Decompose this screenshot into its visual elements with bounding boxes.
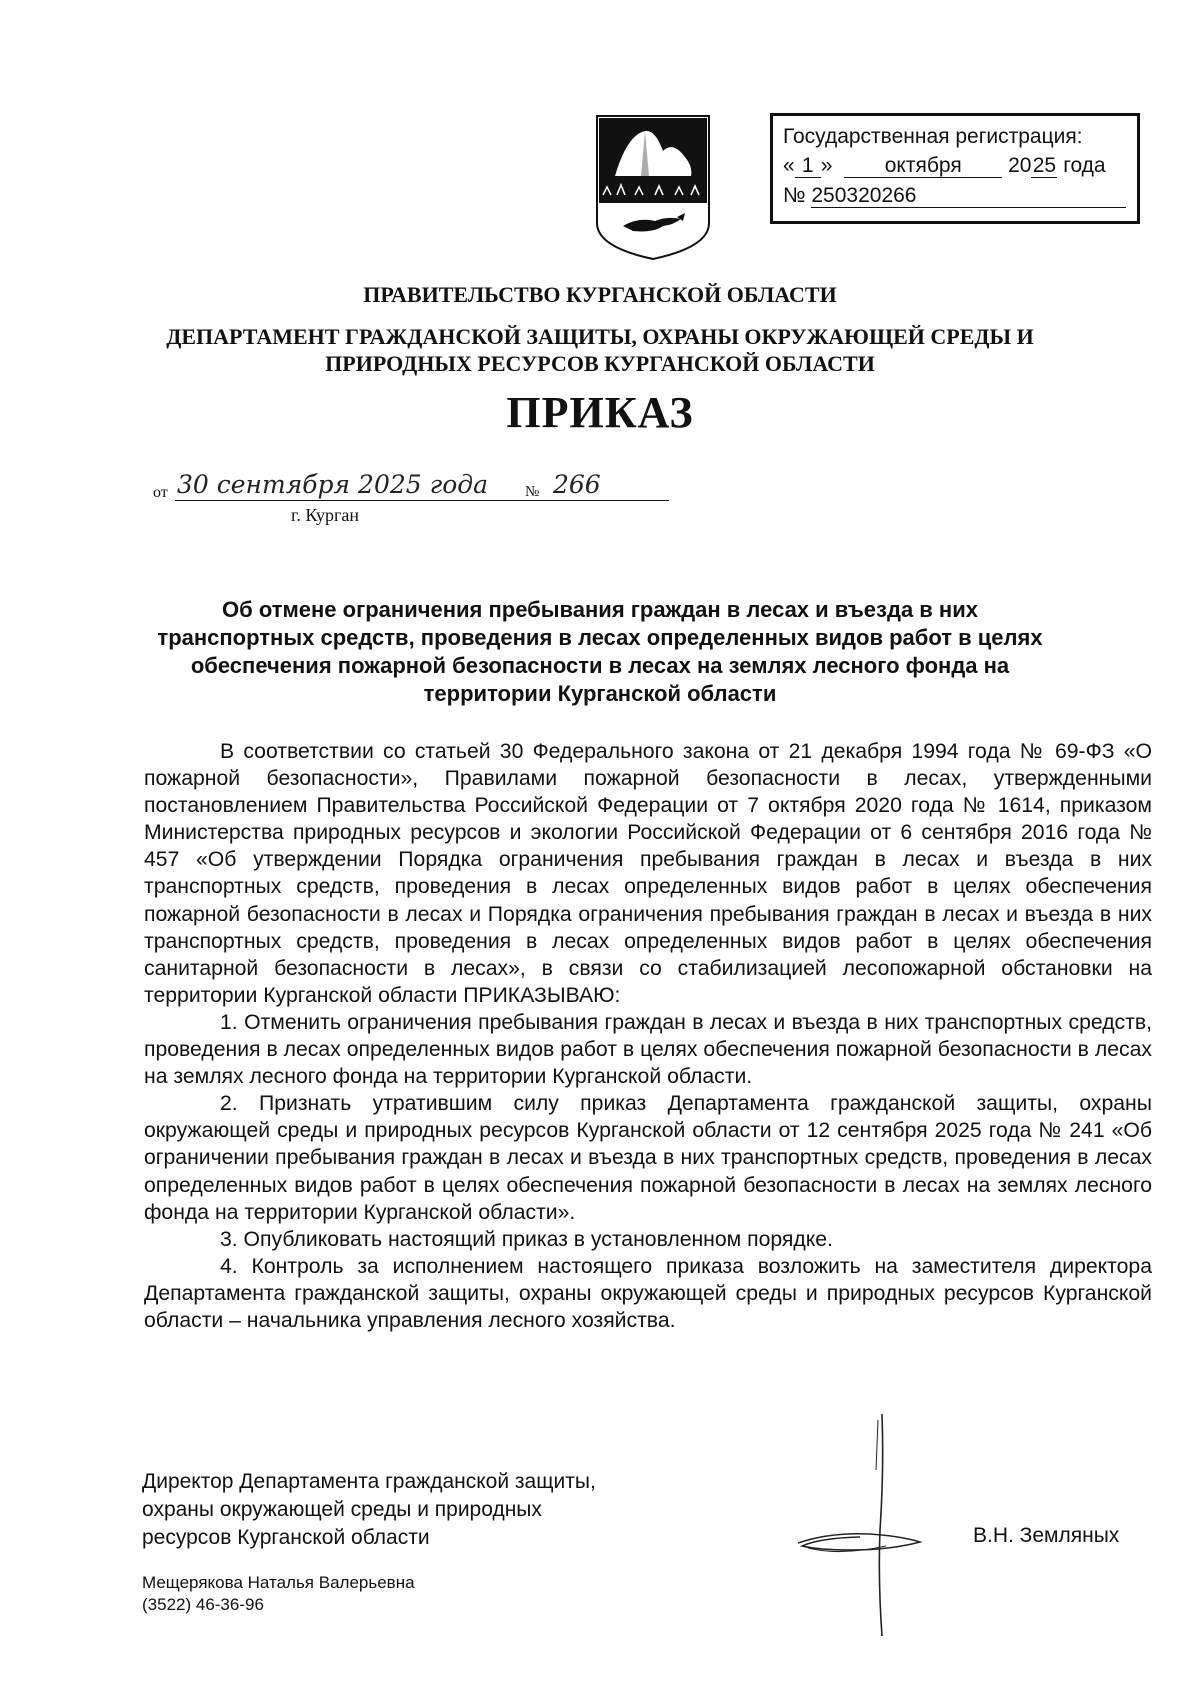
department-title <box>0 323 1200 377</box>
contact-name: Мещерякова Наталья Валерьевна <box>142 1573 415 1592</box>
document-type-heading: ПРИКАЗ <box>506 388 694 437</box>
subject-line4: территории Курганской области <box>423 681 777 706</box>
registration-year-suffix: 25 <box>1032 154 1057 177</box>
registration-number-label: № <box>783 184 806 207</box>
subject-line1: Об отмене ограничения пребывания граждан в лесах и въезда в них <box>222 597 978 622</box>
order-item-1: 1. Отменить ограничения пребывания граждан в лесах и въезда в них транспортных средств, проведения в лесах определенных видов работ в целях обеспечения пожарной безопасности в лесах на землях лесного фонда на территории Курганской области. <box>144 1010 1152 1089</box>
order-from-label: от <box>153 484 168 501</box>
department-title-line1: ДЕПАРТАМЕНТ ГРАЖДАНСКОЙ ЗАЩИТЫ, ОХРАНЫ ОКРУЖАЮЩЕЙ СРЕДЫ И <box>166 324 1034 349</box>
order-item-2: 2. Признать утратившим силу приказ Департамента гражданской защиты, охраны окружающей среды и природных ресурсов Курганской области от 12 сентября 2025 года № 241 «Об ограничении пребывания граждан в лесах и въезда в них транспортных средств, проведения в лесах определенных видов работ в целях обеспечения пожарной безопасности в лесах на землях лесного фонда на территории Курганской области». <box>144 1092 1152 1224</box>
registration-date <box>783 154 1133 178</box>
contact-info <box>142 1572 415 1616</box>
order-preamble: В соответствии со статьей 30 Федерального закона от 21 декабря 1994 года № 69-ФЗ «О пожарной безопасности», Правилами пожарной безопасности в лесах, утвержденными постановлением Правительства Российской Федерации от 7 октября 2020 года № 1614, приказом Министерства природных ресурсов и экологии Российской Федерации от 6 сентября 2016 года № 457 «Об утверждении Порядка ограничения пребывания граждан в лесах и въезда в них транспортных средств, проведения в лесах определенных видов работ в целях обеспечения пожарной безопасности в лесах и Порядка ограничения пребывания граждан в лесах и въезда в них транспортных средств, проведения в лесах определенных видов работ в целях обеспечения санитарной безопасности в лесах», в связи со стабилизацией лесопожарной обстановки на территории Курганской области ПРИКАЗЫВАЮ: <box>144 740 1152 1007</box>
registration-year-word: года <box>1063 154 1106 177</box>
registration-title: Государственная регистрация: <box>783 125 1083 148</box>
registration-stamp <box>770 113 1140 224</box>
subject-line2: транспортных средств, проведения в лесах определенных видов работ в целях <box>157 625 1043 650</box>
order-date-row <box>153 472 653 504</box>
registration-day-open: « <box>783 154 795 177</box>
contact-phone: (3522) 46-36-96 <box>142 1595 264 1614</box>
handwritten-signature <box>790 1410 940 1640</box>
coat-of-arms-emblem <box>593 113 713 260</box>
registration-year-prefix: 20 <box>1008 154 1032 177</box>
order-number-label: № <box>525 484 540 500</box>
government-title: ПРАВИТЕЛЬСТВО КУРГАНСКОЙ ОБЛАСТИ <box>363 282 837 307</box>
subject-line3: обеспечения пожарной безопасности в лесах на землях лесного фонда на <box>190 653 1010 678</box>
order-body <box>144 738 1152 1334</box>
registration-day-close: » <box>820 154 833 177</box>
signer-position-line2: охраны окружающей среды и природных <box>142 1498 542 1521</box>
registration-number: 250320266 <box>811 185 1126 208</box>
order-date-underline <box>175 500 669 501</box>
order-number-handwritten: 266 <box>553 470 601 499</box>
department-title-line2: ПРИРОДНЫХ РЕСУРСОВ КУРГАНСКОЙ ОБЛАСТИ <box>325 351 875 376</box>
signer-position-line1: Директор Департамента гражданской защиты, <box>142 1470 596 1493</box>
signer-position-line3: ресурсов Курганской области <box>142 1526 430 1549</box>
registration-number-row <box>783 184 1126 208</box>
order-city: г. Курган <box>291 505 360 525</box>
order-subject <box>130 596 1070 708</box>
registration-day: 1 <box>795 155 821 178</box>
signer-position <box>142 1468 596 1552</box>
signer-name: В.Н. Земляных <box>973 1524 1120 1547</box>
registration-month: октября <box>844 155 1002 178</box>
order-item-3: 3. Опубликовать настоящий приказ в установленном порядке. <box>220 1227 833 1251</box>
order-item-4: 4. Контроль за исполнением настоящего приказа возложить на заместителя директора Департамента гражданской защиты, охраны окружающей среды и природных ресурсов Курганской области – начальника управления лесного хозяйства. <box>144 1254 1152 1332</box>
order-date-handwritten: 30 сентября 2025 года <box>177 470 489 499</box>
